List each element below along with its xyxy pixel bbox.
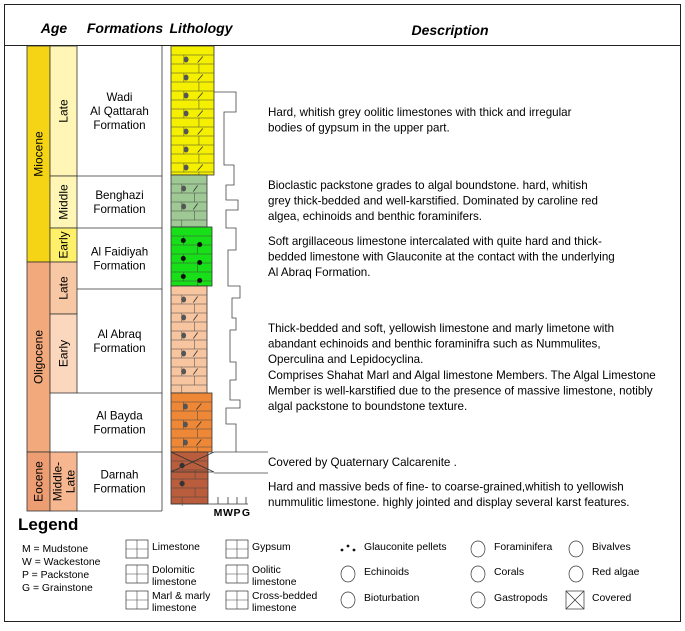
- legend-label: Dolomitic: [152, 565, 195, 576]
- legend-label: limestone: [152, 577, 197, 588]
- legend-item: [126, 591, 211, 614]
- legend-item: [341, 592, 420, 608]
- weathering-profile: [214, 92, 240, 452]
- formation-description-line: algal packstone to boundstone texture.: [268, 400, 468, 413]
- legend-item: [226, 591, 317, 614]
- header-description: Description: [411, 22, 489, 38]
- legend-label: Bioturbation: [364, 593, 420, 604]
- legend-label: Gastropods: [494, 593, 548, 604]
- legend-label: Covered: [592, 593, 632, 604]
- header-formations: Formations: [86, 20, 164, 36]
- bioturbation-icon: [341, 592, 355, 608]
- gastropod-icon: [471, 592, 485, 608]
- legend-label: Limestone: [152, 542, 200, 553]
- foraminifera-icon: [471, 541, 485, 557]
- formation-name: Formation: [93, 482, 146, 496]
- fossil-mark: [181, 351, 186, 357]
- fossil-mark: [184, 75, 189, 81]
- header-lithology: Lithology: [169, 20, 233, 36]
- legend-label: Gypsum: [252, 542, 291, 553]
- legend-item: [471, 541, 553, 557]
- subepoch-label: Early: [56, 339, 71, 368]
- formation-description-line: abandant echinoids and benthic foraminifra such as Nummulites,: [268, 337, 601, 351]
- header-age: Age: [40, 20, 68, 36]
- formation-description-line: algea, echinoids and benthic foraminifers.: [268, 210, 482, 223]
- legend-label: limestone: [252, 577, 297, 588]
- legend-label: Oolitic: [252, 565, 281, 576]
- formation-description-line: Member is well-karstified due to the presence of massive limestone, notibly: [268, 384, 653, 398]
- formation-name: Al Faidiyah: [90, 245, 149, 259]
- legend-item: [471, 566, 524, 582]
- foraminifera-mark: [180, 481, 185, 486]
- lithology-unit: [171, 175, 207, 227]
- formation-description-line: bedded limestone with Glauconite at the contact with the underlying: [268, 250, 615, 264]
- subepoch-label-line: Middle-: [50, 461, 65, 502]
- coral-icon: [471, 566, 485, 582]
- formation-description-line: Bioclastic packstone grades to algal boundstone. hard, whitish: [268, 179, 588, 192]
- red-algae-icon: [569, 566, 583, 582]
- formation-description-line: Operculina and Lepidocyclina.: [268, 353, 424, 366]
- fossil-mark: [181, 297, 186, 303]
- lithology-unit: [171, 452, 208, 504]
- subepoch-label: Middle: [56, 184, 71, 220]
- fossil-mark: [184, 147, 189, 153]
- formation-description-line: Soft argillaceous limestone intercalated with quite hard and thick-: [268, 235, 602, 248]
- formation-name: Al Qattarah: [90, 105, 149, 118]
- epoch-label: Eocene: [31, 461, 46, 502]
- fossil-mark: [183, 422, 188, 428]
- glauconite-icon: [341, 549, 344, 552]
- fossil-mark: [181, 204, 186, 210]
- texture-key: G = Grainstone: [22, 583, 93, 594]
- fossil-mark: [181, 333, 186, 339]
- epoch-label: Miocene: [31, 131, 46, 177]
- formation-name: Formation: [93, 119, 146, 132]
- glauconite-mark: [181, 238, 186, 243]
- legend-item: [226, 540, 291, 558]
- legend-label: Red algae: [592, 567, 640, 578]
- fossil-mark: [184, 165, 189, 171]
- subepoch-label-line: Late: [63, 469, 78, 494]
- glauconite-mark: [197, 278, 202, 283]
- texture-scale-label: W: [223, 507, 233, 519]
- formation-name: Wadi: [106, 91, 133, 104]
- legend-label: Cross-bedded: [252, 591, 318, 602]
- fossil-mark: [183, 440, 188, 446]
- texture-scale-label: G: [241, 507, 251, 519]
- echinoid-icon: [341, 566, 355, 582]
- legend-item: [569, 541, 631, 557]
- legend-item: [566, 591, 631, 609]
- legend-item: [471, 592, 548, 608]
- legend-label: Marl & marly: [152, 591, 211, 602]
- epoch-label: Oligocene: [31, 329, 46, 385]
- glauconite-icon: [353, 549, 356, 552]
- formation-description-line: Al Abraq Formation.: [268, 266, 371, 279]
- formation-name: Darnah: [100, 468, 139, 482]
- glauconite-mark: [181, 274, 186, 279]
- formation-description-line: Comprises Shahat Marl and Algal limestone Members. The Algal Limestone: [268, 369, 656, 382]
- lithology-unit: [171, 46, 214, 175]
- formation-description-line: Hard and massive beds of fine- to coarse-grained,whitish to yellowish: [268, 480, 624, 494]
- glauconite-mark: [197, 260, 202, 265]
- texture-key: W = Wackestone: [22, 557, 101, 568]
- lithology-unit: [171, 286, 207, 393]
- formation-name: Formation: [93, 203, 146, 216]
- fossil-mark: [183, 404, 188, 410]
- texture-scale-label: P: [233, 507, 241, 519]
- legend-label: limestone: [152, 603, 197, 614]
- formation-description-line: bodies of gypsum in the upper part.: [268, 121, 450, 135]
- legend-item: [341, 566, 409, 582]
- texture-key: M = Mudstone: [22, 544, 89, 555]
- subepoch-label: Early: [56, 231, 71, 259]
- subepoch-label: Late: [56, 99, 71, 123]
- formation-description-line: Hard, whitish grey oolitic limestones with thick and irregular: [268, 106, 572, 119]
- legend-title: Legend: [18, 515, 79, 534]
- legend-item: [341, 542, 447, 553]
- glauconite-mark: [181, 256, 186, 261]
- formation-description-line: Covered by Quaternary Calcarenite .: [268, 456, 457, 469]
- glauconite-mark: [197, 242, 202, 247]
- formation-description-line: grey thick-bedded and well-karstified. Dominated by caroline red: [268, 194, 598, 208]
- formation-name: Formation: [93, 342, 146, 355]
- fossil-mark: [184, 57, 189, 63]
- formation-name: Al Abraq: [97, 328, 142, 341]
- legend-label: Glauconite pellets: [364, 542, 447, 553]
- legend-item: [126, 540, 200, 558]
- texture-key: P = Packstone: [22, 570, 90, 581]
- glauconite-icon: [347, 545, 350, 548]
- legend-item: [569, 566, 640, 582]
- fossil-mark: [181, 369, 186, 375]
- legend-item: [126, 565, 197, 588]
- subepoch-label: Late: [56, 276, 71, 300]
- fossil-mark: [184, 111, 189, 117]
- legend-label: Corals: [494, 567, 525, 578]
- fossil-mark: [184, 129, 189, 135]
- fossil-mark: [181, 315, 186, 321]
- bivalve-icon: [569, 541, 583, 557]
- formation-name: Formation: [93, 423, 146, 437]
- formation-name: Benghazi: [95, 189, 144, 202]
- fossil-mark: [184, 93, 189, 99]
- legend-label: limestone: [252, 603, 297, 614]
- legend-label: Bivalves: [592, 542, 631, 553]
- formation-name: Formation: [93, 259, 146, 273]
- formation-description-line: Thick-bedded and soft, yellowish limestone and marly limetone with: [268, 322, 615, 335]
- texture-scale-label: M: [213, 507, 223, 519]
- legend-item: [226, 565, 297, 588]
- formation-name: Al Bayda: [96, 409, 143, 423]
- formation-description-line: nummulitic limestone. highly jointed and display several karst features.: [268, 496, 630, 509]
- legend-label: Foraminifera: [494, 542, 553, 553]
- legend-label: Echinoids: [364, 567, 410, 578]
- fossil-mark: [181, 186, 186, 192]
